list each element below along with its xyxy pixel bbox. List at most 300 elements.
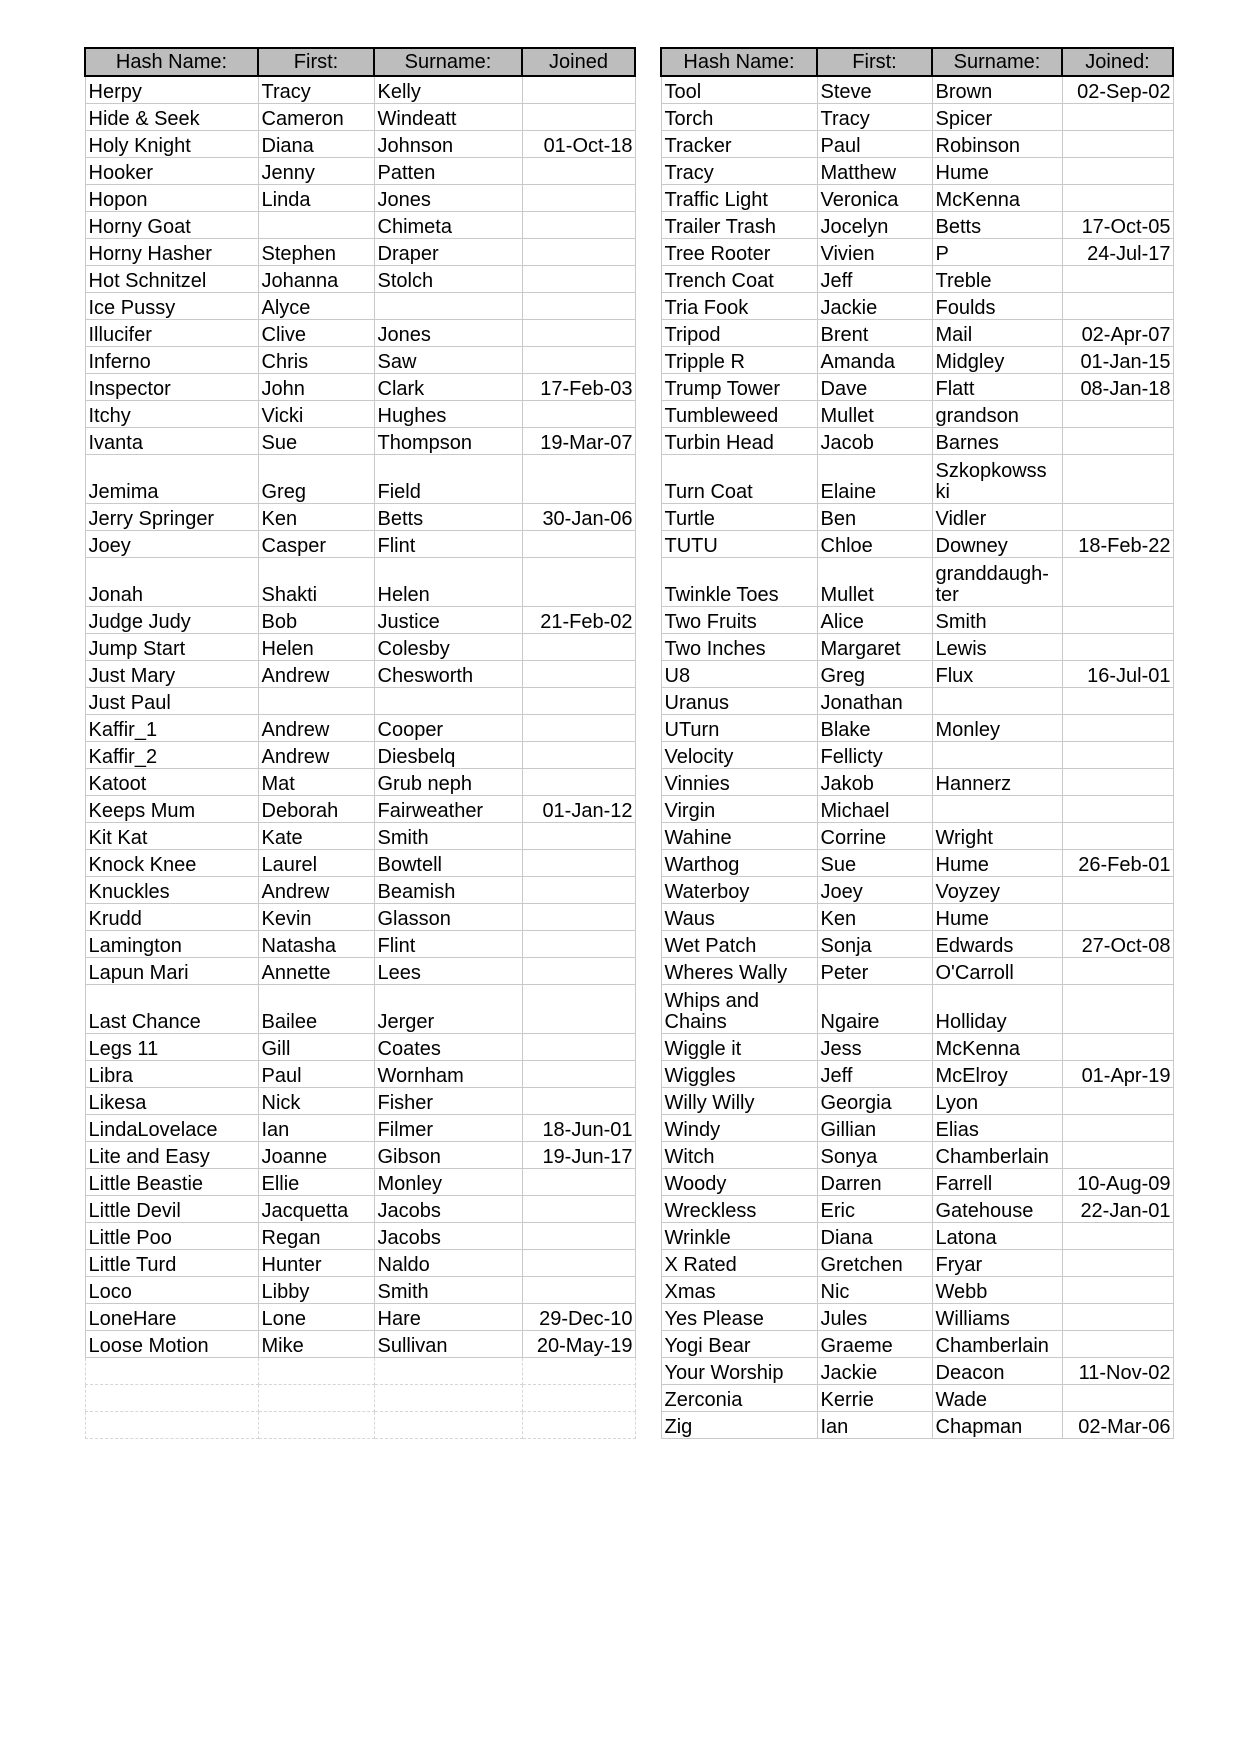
joined-cell [522,1249,635,1276]
joined-cell: 02-Sep-02 [1062,76,1173,103]
table-row [661,741,1173,768]
first-name-cell: Andrew [258,741,374,768]
first-name-cell: Nic [817,1276,932,1303]
joined-cell: 18-Jun-01 [522,1114,635,1141]
first-name-cell: Annette [258,957,374,984]
hash-name-cell: Just Paul [85,687,258,714]
joined-cell [522,633,635,660]
hash-name-cell: Jump Start [85,633,258,660]
surname-cell: Hume [932,157,1062,184]
table-row [661,957,1173,984]
members-table-right [660,47,1174,1439]
hash-name-cell: Lite and Easy [85,1141,258,1168]
first-name-cell: Diana [817,1222,932,1249]
joined-cell [1062,1303,1173,1330]
table-row [85,1141,635,1168]
hash-name-cell: Jerry Springer [85,503,258,530]
hash-name-cell: Last Chance [85,984,258,1033]
surname-cell: Bowtell [374,849,522,876]
first-name-cell: Andrew [258,714,374,741]
hash-name-cell: Willy Willy [661,1087,817,1114]
surname-cell: Chapman [932,1411,1062,1438]
first-name-cell: Jackie [817,292,932,319]
joined-cell [522,876,635,903]
joined-cell: 17-Feb-03 [522,373,635,400]
hash-name-cell: Tracker [661,130,817,157]
hash-name-cell: Turbin Head [661,427,817,454]
table-row [85,503,635,530]
hash-name-cell: Jemima [85,454,258,503]
joined-cell [1062,1087,1173,1114]
surname-cell: Elias [932,1114,1062,1141]
surname-cell: Downey [932,530,1062,557]
hash-name-cell: Lamington [85,930,258,957]
table-row [85,1195,635,1222]
hash-name-cell: Yogi Bear [661,1330,817,1357]
table-row [661,822,1173,849]
first-name-cell: Jenny [258,157,374,184]
first-name-cell: Blake [817,714,932,741]
table-row [661,454,1173,503]
hash-name-cell: Tree Rooter [661,238,817,265]
table-row [661,103,1173,130]
joined-cell [522,930,635,957]
surname-cell: Szkopkowss ki [932,454,1062,503]
hash-name-cell: Judge Judy [85,606,258,633]
first-name-cell: Mullet [817,557,932,606]
surname-cell: Wornham [374,1060,522,1087]
table-row [661,76,1173,103]
first-name-cell: Jacquetta [258,1195,374,1222]
table-row [85,795,635,822]
hash-name-cell: Little Poo [85,1222,258,1249]
table-row [85,1249,635,1276]
first-name-cell: Fellicty [817,741,932,768]
surname-cell: Vidler [932,503,1062,530]
table-row [85,103,635,130]
hash-name-cell: Itchy [85,400,258,427]
joined-cell [1062,400,1173,427]
hash-name-cell: Ice Pussy [85,292,258,319]
first-name-cell: Sonya [817,1141,932,1168]
joined-cell [522,1033,635,1060]
table-row [661,930,1173,957]
table-row [661,346,1173,373]
surname-cell: Thompson [374,427,522,454]
column-header-hash-name: Hash Name: [661,48,817,76]
joined-cell [1062,103,1173,130]
table-row [85,1330,635,1357]
joined-cell: 11-Nov-02 [1062,1357,1173,1384]
hash-name-cell: Witch [661,1141,817,1168]
surname-cell: Draper [374,238,522,265]
joined-cell: 01-Oct-18 [522,130,635,157]
joined-cell [1062,795,1173,822]
surname-cell: Grub neph [374,768,522,795]
hash-name-cell: Lapun Mari [85,957,258,984]
table-row [85,903,635,930]
surname-cell: Kelly [374,76,522,103]
header-row [85,48,635,76]
joined-cell [1062,1330,1173,1357]
table-row [85,373,635,400]
hash-name-cell: Tool [661,76,817,103]
first-name-cell: Mullet [817,400,932,427]
table-row [661,1222,1173,1249]
first-name-cell: Paul [258,1060,374,1087]
table-row [661,1168,1173,1195]
table-row [85,741,635,768]
first-name-cell: Jeff [817,1060,932,1087]
first-name-cell: Vicki [258,400,374,427]
empty-row [85,1357,635,1384]
surname-cell: Beamish [374,876,522,903]
hash-name-cell: Illucifer [85,319,258,346]
surname-cell: Justice [374,606,522,633]
joined-cell [522,1060,635,1087]
table-row [661,211,1173,238]
table-row [661,633,1173,660]
table-row [661,1195,1173,1222]
hash-name-cell: Kit Kat [85,822,258,849]
table-row [661,1411,1173,1438]
hash-name-cell: Wiggles [661,1060,817,1087]
hash-name-cell: Holy Knight [85,130,258,157]
first-name-cell: Linda [258,184,374,211]
joined-cell [1062,454,1173,503]
hash-name-cell: Trump Tower [661,373,817,400]
hash-name-cell: Trailer Trash [661,211,817,238]
hash-name-cell: Torch [661,103,817,130]
hash-name-cell: Velocity [661,741,817,768]
empty-cell [374,1411,522,1438]
column-header-surname: Surname: [374,48,522,76]
first-name-cell: Sue [258,427,374,454]
joined-cell: 08-Jan-18 [1062,373,1173,400]
first-name-cell: Mat [258,768,374,795]
table-row [85,1060,635,1087]
first-name-cell: Jeff [817,265,932,292]
first-name-cell: Diana [258,130,374,157]
joined-cell [522,1168,635,1195]
surname-cell: Smith [374,822,522,849]
first-name-cell: Ellie [258,1168,374,1195]
first-name-cell: Joey [817,876,932,903]
column-header-first: First: [258,48,374,76]
empty-cell [522,1384,635,1411]
joined-cell: 19-Jun-17 [522,1141,635,1168]
first-name-cell: Andrew [258,660,374,687]
column-header-joined: Joined: [1062,48,1173,76]
hash-name-cell: Ivanta [85,427,258,454]
joined-cell: 19-Mar-07 [522,427,635,454]
first-name-cell: Johanna [258,265,374,292]
hash-name-cell: Two Fruits [661,606,817,633]
joined-cell [522,103,635,130]
joined-cell [1062,741,1173,768]
table-row [85,319,635,346]
table-row [661,557,1173,606]
hash-name-cell: LindaLovelace [85,1114,258,1141]
table-row [661,849,1173,876]
table-row [85,1114,635,1141]
first-name-cell: Hunter [258,1249,374,1276]
first-name-cell: Ken [258,503,374,530]
first-name-cell: Ian [258,1114,374,1141]
surname-cell: Smith [932,606,1062,633]
surname-cell: Windeatt [374,103,522,130]
empty-cell [258,1411,374,1438]
header-row [661,48,1173,76]
surname-cell [374,292,522,319]
first-name-cell: John [258,373,374,400]
table-row [85,211,635,238]
hash-name-cell: Herpy [85,76,258,103]
surname-cell: Hughes [374,400,522,427]
joined-cell [522,660,635,687]
joined-cell [522,903,635,930]
surname-cell [932,795,1062,822]
table-row [85,454,635,503]
table-row [661,687,1173,714]
hash-name-cell: Likesa [85,1087,258,1114]
joined-cell [1062,557,1173,606]
column-header-surname: Surname: [932,48,1062,76]
hash-name-cell: Waus [661,903,817,930]
surname-cell: Chamberlain [932,1141,1062,1168]
joined-cell [1062,1222,1173,1249]
surname-cell: Monley [374,1168,522,1195]
table-row [661,1087,1173,1114]
first-name-cell: Jocelyn [817,211,932,238]
joined-cell: 01-Apr-19 [1062,1060,1173,1087]
empty-cell [85,1411,258,1438]
table-row [85,633,635,660]
surname-cell: Chesworth [374,660,522,687]
surname-cell: Patten [374,157,522,184]
first-name-cell: Mike [258,1330,374,1357]
first-name-cell: Veronica [817,184,932,211]
hash-name-cell: Horny Hasher [85,238,258,265]
joined-cell [522,741,635,768]
hash-name-cell: Waterboy [661,876,817,903]
first-name-cell: Dave [817,373,932,400]
joined-cell [522,768,635,795]
table-row [661,184,1173,211]
surname-cell: Jones [374,319,522,346]
hash-name-cell: Hopon [85,184,258,211]
joined-cell [1062,984,1173,1033]
joined-cell [1062,768,1173,795]
first-name-cell: Ian [817,1411,932,1438]
table-row [85,1168,635,1195]
empty-cell [522,1357,635,1384]
hash-name-cell: Hot Schnitzel [85,265,258,292]
first-name-cell: Gretchen [817,1249,932,1276]
table-row [85,660,635,687]
surname-cell: Mail [932,319,1062,346]
joined-cell [1062,427,1173,454]
table-row [661,1060,1173,1087]
table-row [85,1087,635,1114]
joined-cell [522,1195,635,1222]
surname-cell: Wright [932,822,1062,849]
hash-name-cell: Krudd [85,903,258,930]
surname-cell: Flux [932,660,1062,687]
hash-name-cell: UTurn [661,714,817,741]
first-name-cell: Bailee [258,984,374,1033]
table-row [661,1303,1173,1330]
joined-cell [522,292,635,319]
joined-cell [522,76,635,103]
surname-cell: Lees [374,957,522,984]
joined-cell [1062,714,1173,741]
surname-cell: Fairweather [374,795,522,822]
table-row [661,1357,1173,1384]
surname-cell: Holliday [932,984,1062,1033]
surname-cell: Filmer [374,1114,522,1141]
table-row [661,503,1173,530]
first-name-cell: Casper [258,530,374,557]
joined-cell [522,238,635,265]
joined-cell: 01-Jan-12 [522,795,635,822]
first-name-cell: Graeme [817,1330,932,1357]
table-row [85,930,635,957]
joined-cell [1062,1141,1173,1168]
joined-cell [1062,1384,1173,1411]
first-name-cell: Cameron [258,103,374,130]
joined-cell [1062,876,1173,903]
hash-name-cell: Tracy [661,157,817,184]
hash-name-cell: Horny Goat [85,211,258,238]
surname-cell: P [932,238,1062,265]
joined-cell [522,1222,635,1249]
first-name-cell: Paul [817,130,932,157]
table-row [85,768,635,795]
table-row [661,157,1173,184]
table-row [85,1222,635,1249]
hash-name-cell: Windy [661,1114,817,1141]
joined-cell: 20-May-19 [522,1330,635,1357]
surname-cell: Flint [374,930,522,957]
surname-cell: Sullivan [374,1330,522,1357]
hash-name-cell: Loose Motion [85,1330,258,1357]
first-name-cell: Jakob [817,768,932,795]
hash-name-cell: Legs 11 [85,1033,258,1060]
first-name-cell: Joanne [258,1141,374,1168]
surname-cell: Webb [932,1276,1062,1303]
hash-name-cell: Trench Coat [661,265,817,292]
joined-cell [522,400,635,427]
hash-name-cell: Jonah [85,557,258,606]
joined-cell: 16-Jul-01 [1062,660,1173,687]
hash-name-cell: Traffic Light [661,184,817,211]
joined-cell [1062,606,1173,633]
first-name-cell: Amanda [817,346,932,373]
members-table-left [84,47,636,1439]
surname-cell: Saw [374,346,522,373]
hash-name-cell: Whips and Chains [661,984,817,1033]
table-row [85,238,635,265]
empty-row [85,1384,635,1411]
first-name-cell: Michael [817,795,932,822]
surname-cell: McKenna [932,1033,1062,1060]
surname-cell [932,687,1062,714]
first-name-cell: Regan [258,1222,374,1249]
surname-cell: Jerger [374,984,522,1033]
joined-cell [1062,1249,1173,1276]
surname-cell: Lewis [932,633,1062,660]
first-name-cell: Kerrie [817,1384,932,1411]
surname-cell: Colesby [374,633,522,660]
surname-cell: Voyzey [932,876,1062,903]
hash-name-cell: Loco [85,1276,258,1303]
empty-cell [374,1384,522,1411]
hash-name-cell: Just Mary [85,660,258,687]
table-row [661,1114,1173,1141]
joined-cell [522,346,635,373]
hash-name-cell: Hide & Seek [85,103,258,130]
hash-name-cell: Twinkle Toes [661,557,817,606]
joined-cell [1062,157,1173,184]
hash-name-cell: Xmas [661,1276,817,1303]
joined-cell [522,1276,635,1303]
joined-cell [522,265,635,292]
surname-cell: grandson [932,400,1062,427]
surname-cell: Betts [374,503,522,530]
first-name-cell: Peter [817,957,932,984]
surname-cell: Monley [932,714,1062,741]
first-name-cell: Ngaire [817,984,932,1033]
joined-cell [1062,1114,1173,1141]
table-row [85,1276,635,1303]
table-row [85,400,635,427]
surname-cell: Barnes [932,427,1062,454]
table-row [661,373,1173,400]
surname-cell: Stolch [374,265,522,292]
hash-name-cell: Joey [85,530,258,557]
surname-cell [374,687,522,714]
table-row [661,1033,1173,1060]
table-row [661,1384,1173,1411]
hash-name-cell: Warthog [661,849,817,876]
joined-cell [1062,903,1173,930]
joined-cell: 26-Feb-01 [1062,849,1173,876]
first-name-cell: Nick [258,1087,374,1114]
hash-name-cell: Little Turd [85,1249,258,1276]
joined-cell [522,319,635,346]
empty-cell [258,1357,374,1384]
hash-name-cell: Wrinkle [661,1222,817,1249]
hash-name-cell: Inferno [85,346,258,373]
hash-name-cell: Wheres Wally [661,957,817,984]
empty-cell [258,1384,374,1411]
empty-cell [374,1357,522,1384]
joined-cell [522,957,635,984]
table-row [85,957,635,984]
joined-cell [1062,687,1173,714]
surname-cell: Lyon [932,1087,1062,1114]
table-row [661,319,1173,346]
joined-cell [1062,503,1173,530]
surname-cell: Cooper [374,714,522,741]
hash-name-cell: TUTU [661,530,817,557]
hash-name-cell: Libra [85,1060,258,1087]
surname-cell: Spicer [932,103,1062,130]
surname-cell: Diesbelq [374,741,522,768]
joined-cell [522,454,635,503]
table-row [85,1303,635,1330]
